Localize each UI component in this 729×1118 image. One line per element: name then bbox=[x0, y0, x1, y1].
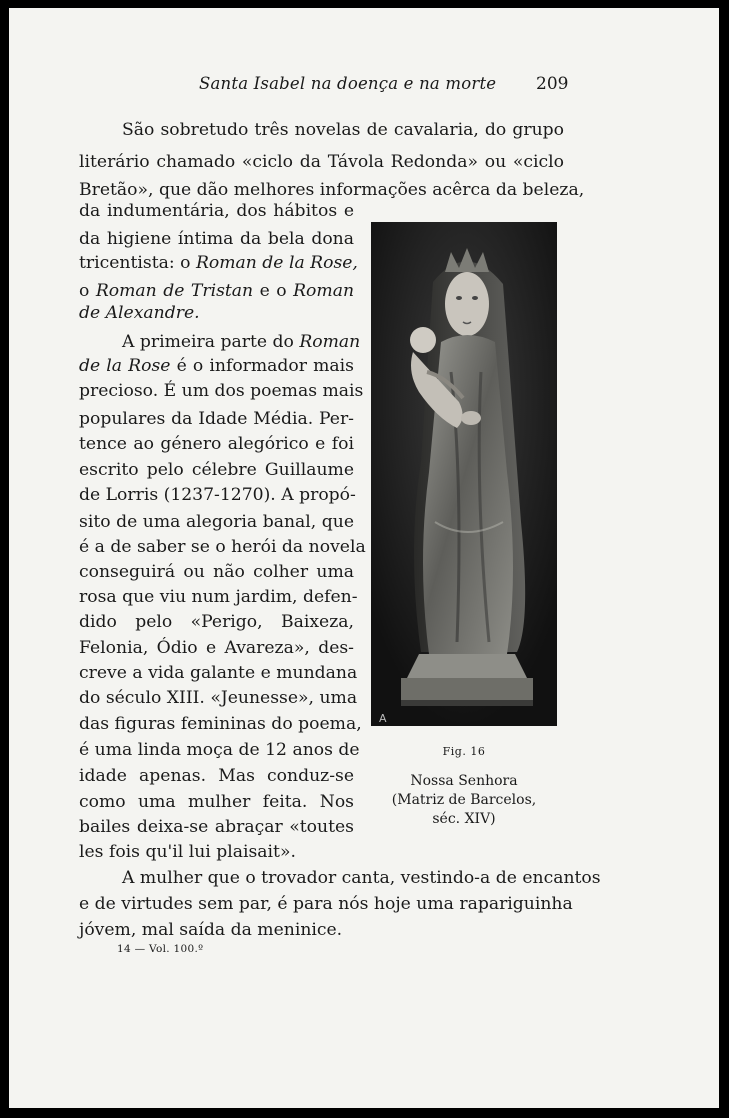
text-line: e de virtudes sem par, é para nós hoje uma rapariguinha bbox=[79, 894, 573, 914]
text-line: precioso. É um dos poemas mais bbox=[79, 381, 364, 401]
text-run: o bbox=[79, 281, 96, 301]
svg-text:A: A bbox=[379, 712, 387, 725]
book-page bbox=[9, 8, 719, 1108]
text-run: tricentista: o bbox=[79, 253, 196, 273]
text-line: dido pelo «Perigo, Baixeza, bbox=[79, 612, 354, 632]
running-head: Santa Isabel na doença e na morte bbox=[199, 74, 497, 93]
text-line: A mulher que o trovador canta, vestindo-a de encantos bbox=[122, 868, 601, 888]
text-run: é o informador mais bbox=[170, 356, 354, 376]
text-line: populares da Idade Média. Per- bbox=[79, 409, 354, 429]
text-line: Felonia, Ódio e Avareza», des- bbox=[79, 638, 354, 658]
figure-label: Fig. 16 bbox=[442, 745, 486, 758]
text-line: literário chamado «ciclo da Távola Redonda» ou «ciclo bbox=[79, 152, 564, 172]
text-line: de Lorris (1237-1270). A propó- bbox=[79, 485, 356, 505]
book-title: Roman de Tristan bbox=[95, 281, 254, 301]
text-line: São sobretudo três novelas de cavalaria, do grupo bbox=[122, 120, 564, 140]
book-title: de Alexandre. bbox=[79, 303, 200, 323]
book-title: Roman bbox=[293, 281, 355, 301]
text-run: e o bbox=[253, 281, 294, 301]
book-title: Roman de la Rose, bbox=[195, 253, 358, 273]
statue-photograph bbox=[371, 222, 557, 726]
book-title: de la Rose bbox=[79, 356, 171, 376]
text-line: é a de saber se o herói da novela bbox=[79, 537, 366, 557]
text-line: escrito pelo célebre Guillaume bbox=[79, 460, 354, 480]
figure-caption: (Matriz de Barcelos, bbox=[391, 792, 537, 808]
book-title: Roman bbox=[299, 332, 361, 352]
printer-signature: 14 — Vol. 100.º bbox=[117, 943, 204, 955]
text-line: do século XIII. «Jeunesse», uma bbox=[79, 688, 358, 708]
page-number: 209 bbox=[536, 74, 569, 94]
text-line: Bretão», que dão melhores informações acêrca da beleza, bbox=[79, 180, 585, 200]
text-line bbox=[79, 353, 354, 379]
statue-illustration bbox=[371, 222, 557, 726]
figure-caption: séc. XIV) bbox=[432, 811, 496, 827]
text-line bbox=[122, 329, 361, 355]
text-line: rosa que viu num jardim, defen- bbox=[79, 587, 358, 607]
text-line: creve a vida galante e mundana bbox=[79, 663, 358, 683]
text-line: idade apenas. Mas conduz-se bbox=[79, 766, 354, 786]
text-line: sito de uma alegoria banal, que bbox=[79, 512, 354, 532]
text-line: é uma linda moça de 12 anos de bbox=[79, 740, 360, 760]
text-line: da higiene íntima da bela dona bbox=[79, 229, 354, 249]
text-run: A primeira parte do bbox=[122, 332, 300, 352]
text-line: jóvem, mal saída da meninice. bbox=[79, 920, 343, 940]
text-line: das figuras femininas do poema, bbox=[79, 714, 362, 734]
text-line bbox=[79, 250, 358, 276]
text-line: les fois qu'il lui plaisait». bbox=[79, 842, 296, 862]
text-line: como uma mulher feita. Nos bbox=[79, 792, 354, 812]
figure-caption: Nossa Senhora bbox=[410, 773, 518, 789]
text-line: bailes deixa-se abraçar «toutes bbox=[79, 817, 354, 837]
text-line: da indumentária, dos hábitos e bbox=[79, 201, 354, 221]
text-line: tence ao género alegórico e foi bbox=[79, 434, 354, 454]
text-line: conseguirá ou não colher uma bbox=[79, 562, 354, 582]
text-line bbox=[79, 300, 354, 326]
